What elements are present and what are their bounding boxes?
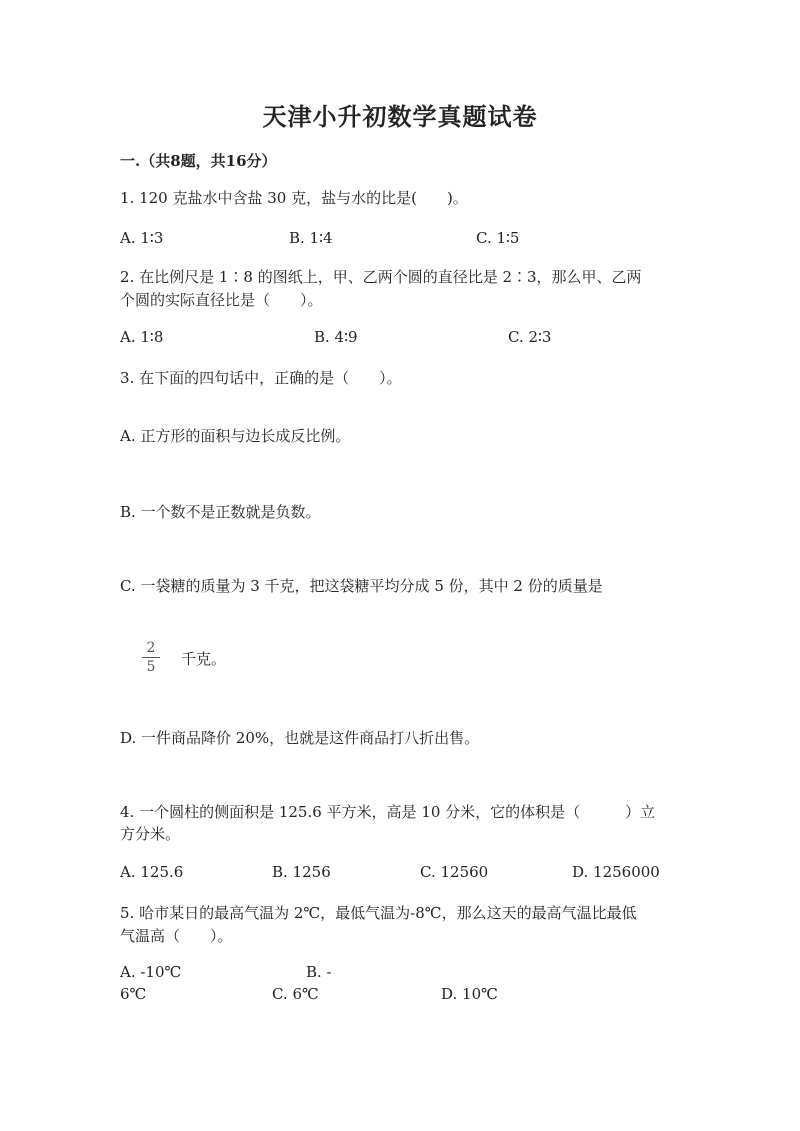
question-3-option-b: B. 一个数不是正数就是负数。 <box>120 503 321 521</box>
question-3-text: 3. 在下面的四句话中，正确的是（ ）。 <box>120 369 402 387</box>
question-4-option-a: A. 125.6 <box>120 863 184 881</box>
question-3-option-c-unit: 千克。 <box>181 650 227 668</box>
question-2-line-1: 2. 在比例尺是 1∶8 的图纸上，甲、乙两个圆的直径比是 2∶3，那么甲、乙两 <box>120 268 642 286</box>
question-1-text: 1. 120 克盐水中含盐 30 克，盐与水的比是( )。 <box>120 189 468 207</box>
question-2-option-a: A. 1∶8 <box>120 328 164 346</box>
question-5-line-2: 气温高（ ）。 <box>120 927 233 945</box>
question-3-option-c: C. 一袋糖的质量为 3 千克，把这袋糖平均分成 5 份，其中 2 份的质量是 <box>120 577 603 595</box>
question-5-option-c: C. 6℃ <box>272 985 319 1003</box>
question-1-option-c: C. 1∶5 <box>476 229 520 247</box>
section-heading: 一.（共8题，共16分） <box>120 152 277 170</box>
question-2-line-2: 个圆的实际直径比是（ ）。 <box>120 291 323 309</box>
question-5-option-b-start: B. - <box>306 963 332 981</box>
question-4-line-1: 4. 一个圆柱的侧面积是 125.6 平方米，高是 10 分米，它的体积是（ ）立 <box>120 803 656 821</box>
question-2-option-c: C. 2∶3 <box>508 328 552 346</box>
fraction-bar <box>142 657 160 658</box>
question-5-option-b-end: 6℃ <box>120 985 147 1003</box>
question-3-option-d: D. 一件商品降价 20%，也就是这件商品打八折出售。 <box>120 729 480 747</box>
question-4-line-2: 方分米。 <box>120 825 181 843</box>
question-4-option-c: C. 12560 <box>420 863 489 881</box>
question-5-line-1: 5. 哈市某日的最高气温为 2℃，最低气温为-8℃，那么这天的最高气温比最低 <box>120 904 637 922</box>
question-1-option-a: A. 1∶3 <box>120 229 164 247</box>
fraction-two-fifths <box>142 640 160 675</box>
question-4-option-d: D. 1256000 <box>572 863 660 881</box>
fraction-denominator: 5 <box>146 659 156 675</box>
question-1-option-b: B. 1∶4 <box>289 229 333 247</box>
question-5-option-a: A. -10℃ <box>120 963 182 981</box>
question-4-option-b: B. 1256 <box>272 863 331 881</box>
question-2-option-b: B. 4∶9 <box>314 328 358 346</box>
fraction-numerator: 2 <box>146 640 156 656</box>
page-title: 天津小升初数学真题试卷 <box>262 102 538 131</box>
question-5-option-d: D. 10℃ <box>441 985 498 1003</box>
question-3-option-a: A. 正方形的面积与边长成反比例。 <box>120 427 351 445</box>
